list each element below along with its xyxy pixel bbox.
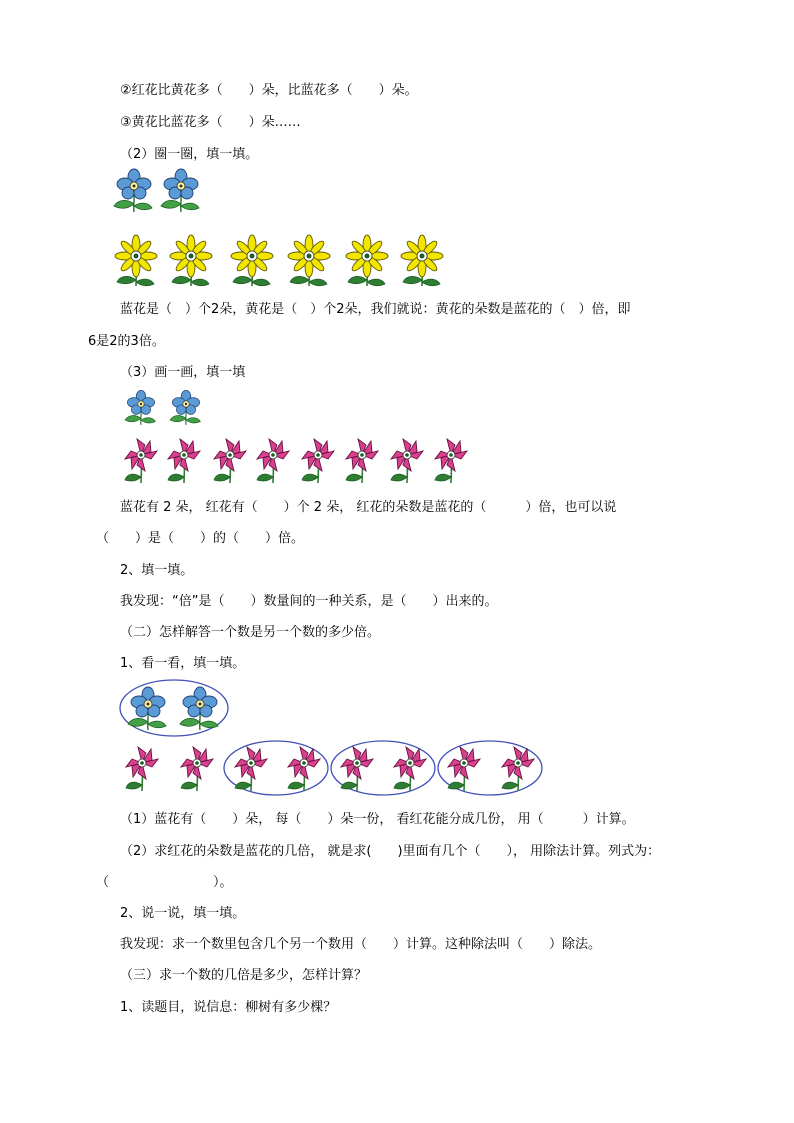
blue-flower-icon <box>161 169 199 212</box>
pink-flower-icon <box>235 747 267 791</box>
yellow-flower-icon <box>170 235 212 286</box>
pink-flower-icon <box>391 439 423 483</box>
section-heading-multiple: （二）怎样解答一个数是另一个数的多少倍。 <box>120 625 381 640</box>
paragraph-blue-yellow-b: 6是2的3倍。 <box>88 334 165 349</box>
pink-flower-icon <box>257 439 289 483</box>
blue-flower-icon <box>125 390 155 424</box>
pink-flower-icon <box>346 439 378 483</box>
pink-flower-icon <box>125 439 157 483</box>
pink-flower-icon <box>435 439 467 483</box>
question-1: （1）蓝花有（ ）朵， 每（ ）朵一份， 看红花能分成几份， 用（ ）计算。 <box>120 812 635 827</box>
yellow-flower-icon <box>115 235 157 286</box>
subtask-say-fill: 2、说一说，填一填。 <box>120 906 246 921</box>
task-title-draw-fill: （3）画一画，填一填 <box>120 365 246 380</box>
pink-flower-icon <box>288 747 320 791</box>
pink-flower-icon <box>126 747 158 791</box>
pink-flower-icon <box>502 747 534 791</box>
subtask-read-question: 1、读题目，说信息：柳树有多少棵？ <box>120 1000 337 1015</box>
text-line-3: ③黄花比蓝花多（ ）朵…… <box>120 115 301 130</box>
paragraph-blue-yellow-a: 蓝花是（ ）个2朵，黄花是（ ）个2朵，我们就说：黄花的朵数是蓝花的（ ）倍，即 <box>120 302 631 317</box>
pink-flower-icon <box>302 439 334 483</box>
pink-flower-icon <box>448 747 480 791</box>
paragraph-blue-red-b: （ ）是（ ）的（ ）倍。 <box>96 531 305 546</box>
section2-finding: 我发现：“倍”是（ ）数量间的一种关系，是（ ）出来的。 <box>120 594 498 609</box>
question-2a: （2）求红花的朵数是蓝花的几倍， 就是求( )里面有几个（ ）， 用除法计算。列式为： <box>120 844 661 859</box>
pink-flower-icon <box>341 747 373 791</box>
paragraph-blue-red-a: 蓝花有 2 朵， 红花有（ ）个 2 朵， 红花的朵数是蓝花的（ ）倍，也可以说 <box>120 500 617 515</box>
yellow-flower-icon <box>288 235 330 286</box>
pink-flower-icon <box>181 747 213 791</box>
blue-flower-icon <box>128 687 166 730</box>
question-2b: （ ）。 <box>96 875 233 890</box>
blue-flower-icon <box>114 169 152 212</box>
yellow-flower-icon <box>346 235 388 286</box>
section-heading-times: （三）求一个数的几倍是多少，怎样计算？ <box>120 968 368 983</box>
subtask-look-fill: 1、看一看，填一填。 <box>120 656 246 671</box>
pink-flower-icon <box>168 439 200 483</box>
pink-flower-icon <box>394 747 426 791</box>
blue-flower-icon <box>180 687 218 730</box>
task-title-circle-fill: （2）圈一圈，填一填。 <box>120 147 259 162</box>
yellow-flower-icon <box>401 235 443 286</box>
text-line-2: ②红花比黄花多（ ）朵，比蓝花多（ ）朵。 <box>120 83 418 98</box>
yellow-flower-icon <box>231 235 273 286</box>
blue-flower-icon <box>170 390 200 424</box>
section2-title: 2、填一填。 <box>120 563 194 578</box>
division-finding: 我发现：求一个数里包含几个另一个数用（ ）计算。这种除法叫（ ）除法。 <box>120 937 602 952</box>
pink-flower-icon <box>214 439 246 483</box>
